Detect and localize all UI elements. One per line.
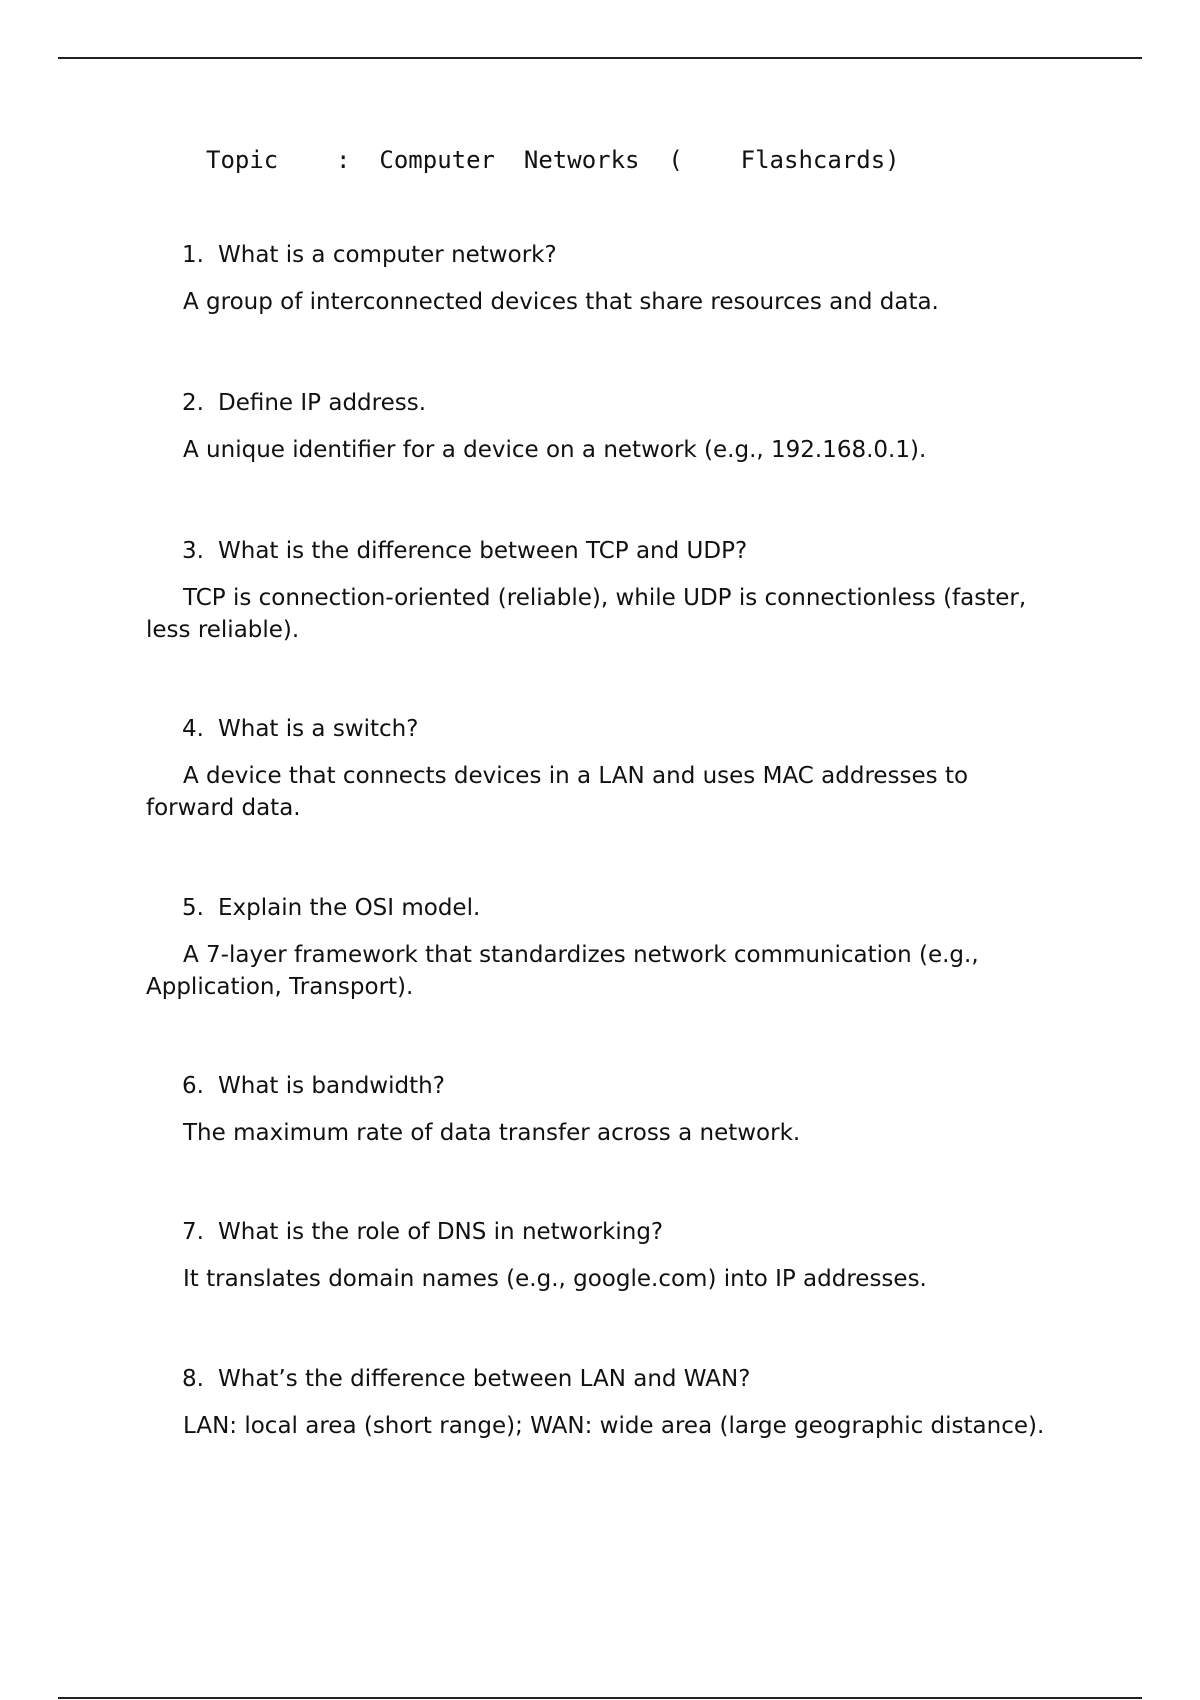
flashcard-answer: A device that connects devices in a LAN and uses MAC addresses to forward data. <box>146 763 969 821</box>
question-number: 2. <box>182 390 204 416</box>
flashcard-list <box>146 240 1046 1542</box>
flashcard-answer: LAN: local area (short range); WAN: wide area (large geographic distance). <box>183 1413 1045 1439</box>
question-text: What is the role of DNS in networking? <box>218 1219 664 1245</box>
question-number: 4. <box>182 716 204 742</box>
flashcard <box>146 714 1046 893</box>
flashcard <box>146 1217 1046 1364</box>
title-networks: Networks <box>523 146 640 174</box>
flashcard-question <box>182 893 1046 923</box>
question-number: 6. <box>182 1073 204 1099</box>
question-number: 1. <box>182 242 204 268</box>
flashcard-answer: It translates domain names (e.g., google.com) into IP addresses. <box>183 1266 927 1292</box>
question-text: What is a switch? <box>218 716 419 742</box>
flashcard-question <box>182 536 1046 566</box>
flashcard <box>146 240 1046 388</box>
question-text: Define IP address. <box>218 390 427 416</box>
question-number: 7. <box>182 1219 204 1245</box>
question-text: Explain the OSI model. <box>218 895 481 921</box>
flashcard-question <box>182 1364 1046 1394</box>
flashcard-answer: A 7-layer framework that standardizes network communication (e.g., Application, Transport). <box>146 942 979 1000</box>
flashcard <box>146 536 1046 714</box>
flashcard-answer: TCP is connection-oriented (reliable), while UDP is connectionless (faster, less reliable). <box>146 585 1027 643</box>
flashcard-question <box>182 714 1046 744</box>
flashcard-question <box>182 1071 1046 1101</box>
flashcard-question <box>182 1217 1046 1247</box>
flashcard <box>146 1071 1046 1217</box>
question-text: What’s the difference between LAN and WAN? <box>218 1366 751 1392</box>
title-colon: : <box>336 146 351 174</box>
flashcard <box>146 1364 1046 1542</box>
title-computer: Computer <box>379 146 495 174</box>
question-text: What is bandwidth? <box>218 1073 445 1099</box>
flashcard-answer: The maximum rate of data transfer across a network. <box>183 1120 801 1146</box>
flashcard-question <box>182 388 1046 418</box>
question-text: What is a computer network? <box>218 242 557 268</box>
flashcard-answer: A unique identifier for a device on a network (e.g., 192.168.0.1). <box>183 437 927 463</box>
top-rule <box>58 57 1142 59</box>
flashcard-question <box>182 240 1046 270</box>
question-number: 8. <box>182 1366 204 1392</box>
flashcard <box>146 893 1046 1071</box>
question-text: What is the difference between TCP and UDP? <box>218 538 748 564</box>
title-topic: Topic <box>206 146 279 174</box>
title-flashcards: Flashcards) <box>740 146 900 174</box>
question-number: 5. <box>182 895 204 921</box>
page-title <box>206 144 900 176</box>
question-number: 3. <box>182 538 204 564</box>
flashcard <box>146 388 1046 536</box>
flashcard-answer: A group of interconnected devices that share resources and data. <box>183 289 939 315</box>
bottom-rule <box>58 1697 1142 1699</box>
title-paren: ( <box>668 146 683 174</box>
